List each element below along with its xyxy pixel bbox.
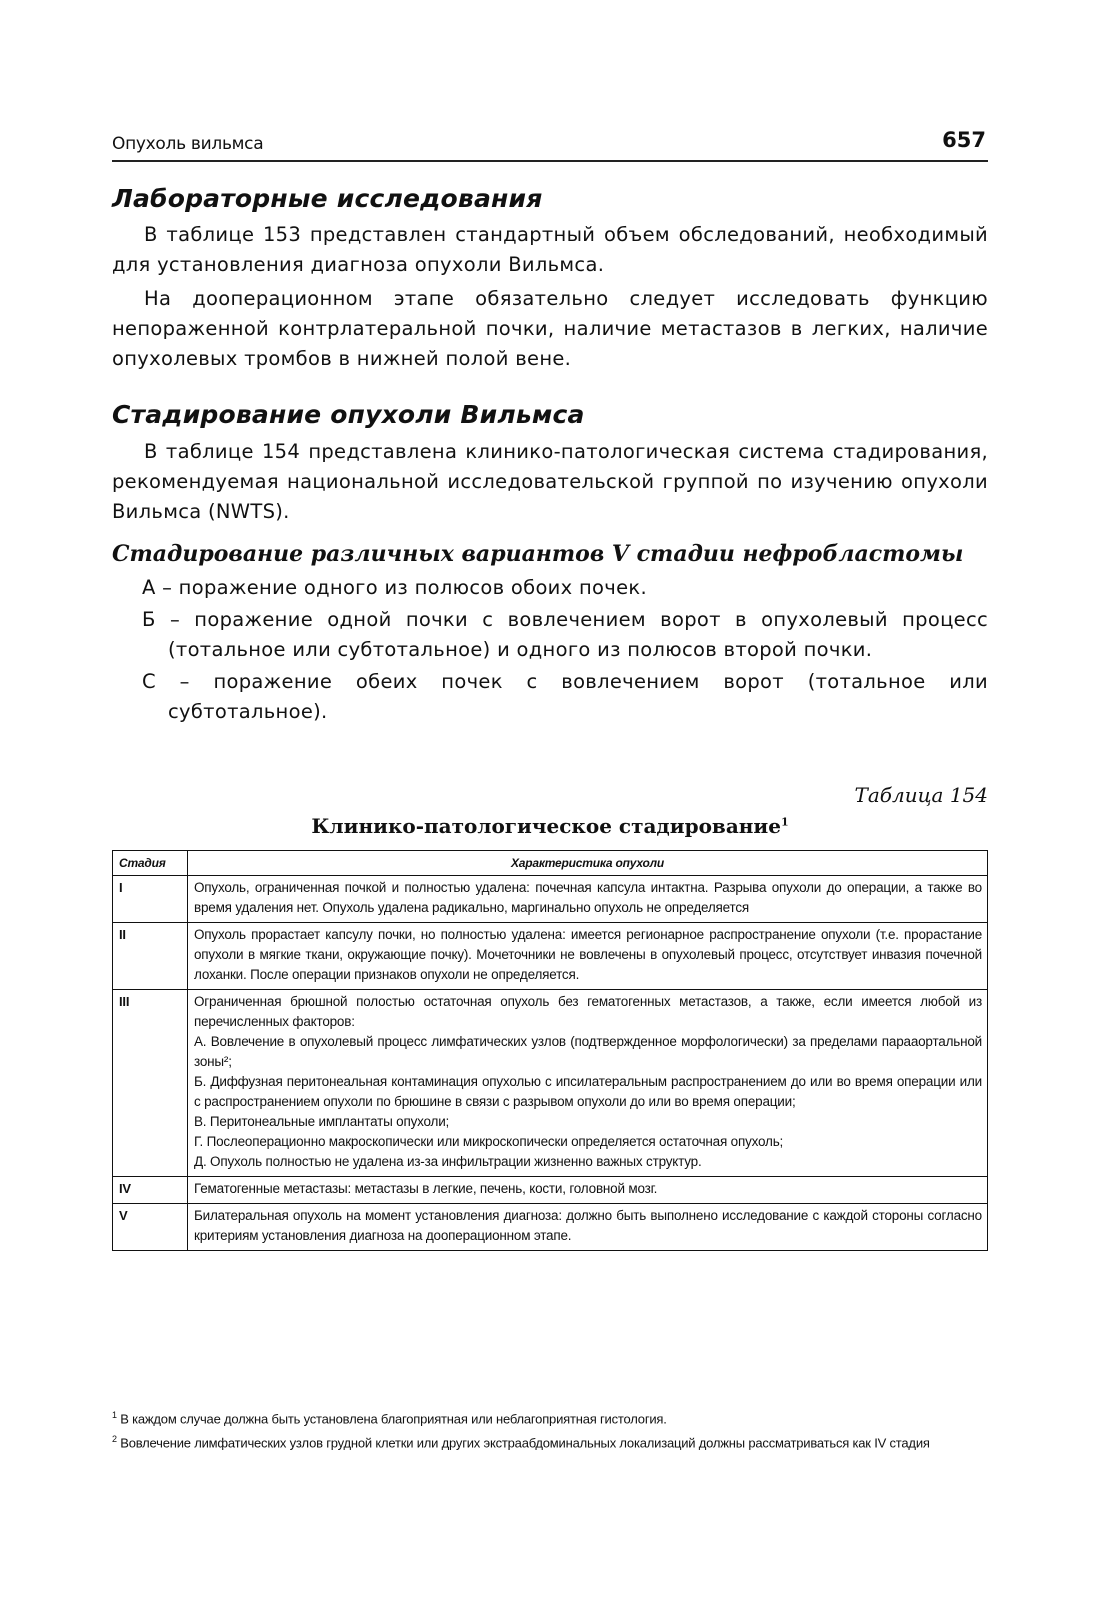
page-number: 657 xyxy=(942,128,986,152)
variant-item-c: С – поражение обеих почек с вовлечением ворот (тотальное или субтотальное). xyxy=(142,670,988,723)
column-header-characteristics: Характеристика опухоли xyxy=(188,851,988,876)
footnote-text: В каждом случае должна быть установлена благоприятная или неблагоприятная гистология. xyxy=(120,1411,667,1427)
description-line: Билатеральная опухоль на момент установления диагноза: должно быть выполнено исследование с каждой стороны согласно критериям установления диагноза на дооперационном этапе. xyxy=(194,1208,982,1243)
table-row xyxy=(113,923,988,990)
description-line: В. Перитонеальные имплантаты опухоли; xyxy=(194,1114,450,1129)
description-line: Д. Опухоль полностью не удалена из-за инфильтрации жизненно важных структур. xyxy=(194,1154,702,1169)
description-cell xyxy=(188,1204,988,1251)
running-header xyxy=(112,128,988,162)
stage-cell: II xyxy=(113,923,188,990)
column-header-stage: Стадия xyxy=(113,851,188,876)
stage-cell: IV xyxy=(113,1177,188,1204)
variant-item-b: Б – поражение одной почки с вовлечением ворот в опухолевый процесс (тотальное или субтотальное) и одного из полюсов второй почки. xyxy=(142,608,988,661)
variants-list xyxy=(142,573,988,729)
stage-cell: V xyxy=(113,1204,188,1251)
stage-cell: III xyxy=(113,990,188,1177)
footnote-text: Вовлечение лимфатических узлов грудной клетки или других экстраабдоминальных локализаций должны рассматриваться как IV стадия xyxy=(120,1435,930,1451)
table-row xyxy=(113,876,988,923)
table-row xyxy=(113,1204,988,1251)
variant-item-a: А – поражение одного из полюсов обоих почек. xyxy=(142,576,647,599)
staging-table xyxy=(112,850,988,1251)
footnote-mark: 1 xyxy=(112,1410,117,1420)
description-cell xyxy=(188,876,988,923)
description-line: Опухоль прорастает капсулу почки, но полностью удалена: имеется регионарное распространение опухоли (т.е. прорастание опухоли в мягкие ткани, окружающие почку). Мочеточники не вовлечены в опухолевый процесс, отсутствует инвазия почечной лоханки. После операции признаков опухоли не определяется. xyxy=(194,927,982,982)
description-cell xyxy=(188,990,988,1177)
lab-paragraph-2: На дооперационном этапе обязательно следует исследовать функцию непораженной контрлатеральной почки, наличие метастазов в легких, наличие опухолевых тромбов в нижней полой вене. xyxy=(112,287,988,370)
table-title-footnote-mark: 1 xyxy=(780,815,789,829)
table-number: Таблица 154 xyxy=(854,783,988,807)
book-page xyxy=(112,0,988,1600)
footnotes xyxy=(112,1405,988,1454)
description-line: А. Вовлечение в опухолевый процесс лимфатических узлов (подтвержденное морфологически) за пределами парааортальной зоны²; xyxy=(194,1034,982,1069)
table-row xyxy=(113,990,988,1177)
description-line: Ограниченная брюшной полостью остаточная опухоль без гематогенных метастазов, а также, если имеется любой из перечисленных факторов: xyxy=(194,994,982,1029)
running-title: Опухоль вильмса xyxy=(112,134,264,154)
footnote-mark: 2 xyxy=(112,1434,117,1445)
stage-cell: I xyxy=(113,876,188,923)
table-title-text: Клинико-патологическое стадирование xyxy=(311,814,781,838)
table-title xyxy=(112,814,988,838)
description-line: Б. Диффузная перитонеальная контаминация опухолью с ипсилатеральным распространением до или во время операции или с распространением опухоли по брюшине в связи с разрывом опухоли до или во время операции; xyxy=(194,1074,982,1109)
table-row xyxy=(113,1177,988,1204)
staging-heading: Стадирование опухоли Вильмса xyxy=(112,400,585,429)
lab-paragraph-1: В таблице 153 представлен стандартный объем обследований, необходимый для установления диагноза опухоли Вильмса. xyxy=(112,223,988,276)
variants-heading: Стадирование различных вариантов V стадии нефробластомы xyxy=(112,541,964,567)
staging-paragraph: В таблице 154 представлена клинико-патологическая система стадирования, рекомендуемая национальной исследовательской группой по изучению опухоли Вильмса (NWTS). xyxy=(112,440,988,523)
description-line: Г. Послеоперационно макроскопически или микроскопически определяется остаточная опухоль; xyxy=(194,1134,784,1149)
footnote xyxy=(112,1429,988,1453)
lab-heading: Лабораторные исследования xyxy=(112,184,543,213)
table-header-row xyxy=(113,851,988,876)
description-line: Опухоль, ограниченная почкой и полностью удалена: почечная капсула интактна. Разрыва опухоли до операции, а также во время удаления нет. Опухоль удалена радикально, маргинально опухоль не определяется xyxy=(194,880,982,915)
description-cell xyxy=(188,1177,988,1204)
footnote xyxy=(112,1405,988,1429)
description-line: Гематогенные метастазы: метастазы в легкие, печень, кости, головной мозг. xyxy=(194,1181,658,1196)
description-cell xyxy=(188,923,988,990)
